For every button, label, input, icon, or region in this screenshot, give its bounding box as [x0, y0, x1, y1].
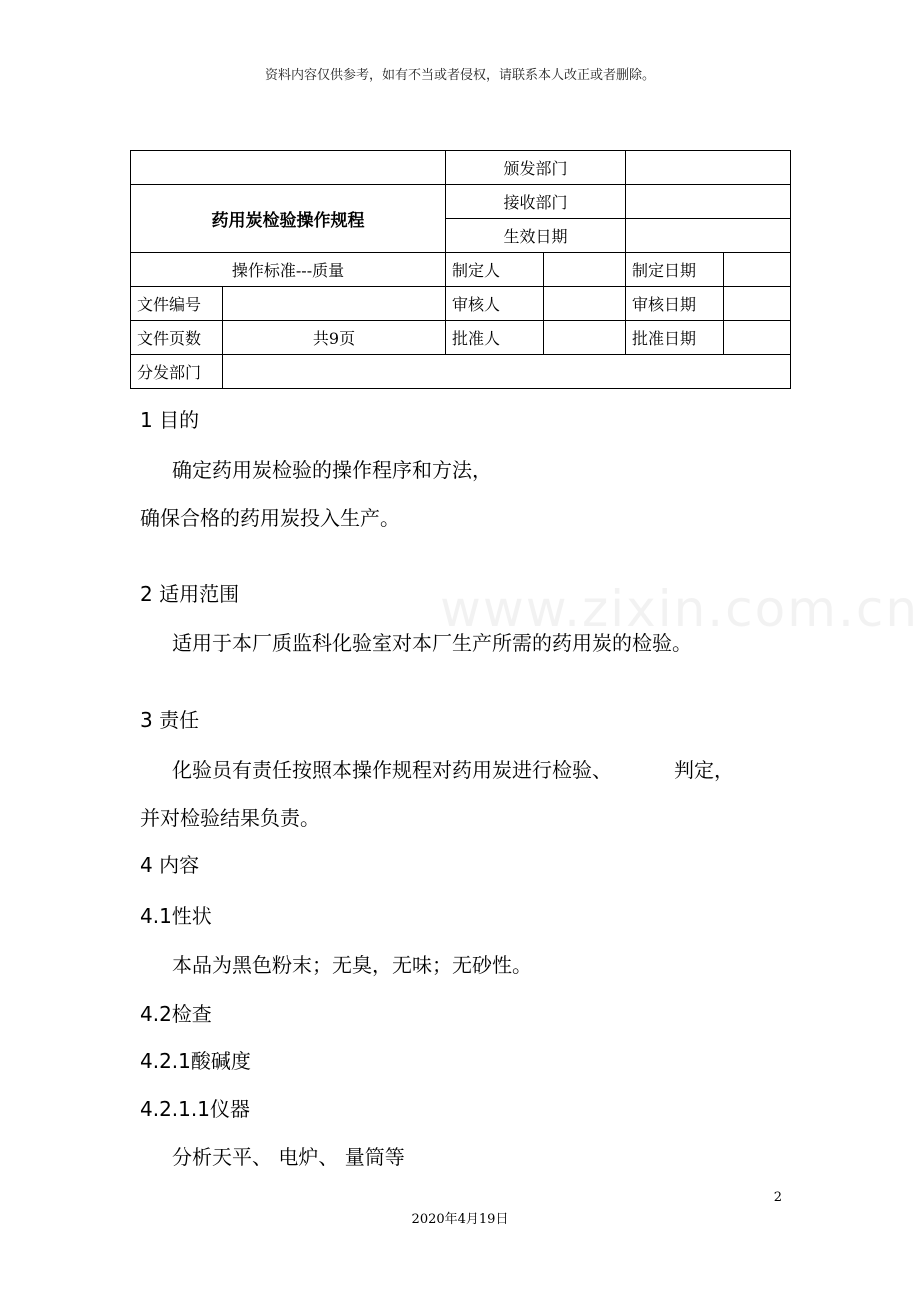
reviewer-value: [544, 287, 626, 321]
blank-cell: [131, 151, 446, 185]
doc-pages-value: 共9页: [223, 321, 446, 355]
standard-label: 操作标准---质量: [131, 253, 446, 287]
issue-dept-value: [626, 151, 791, 185]
doc-no-value: [223, 287, 446, 321]
maker-value: [544, 253, 626, 287]
section-1-title: 1 目的: [140, 408, 200, 432]
make-date-label: 制定日期: [626, 253, 724, 287]
section-2-title: 2 适用范围: [140, 582, 240, 606]
watermark: www.zixin.com.cn: [440, 580, 920, 638]
maker-label: 制定人: [446, 253, 544, 287]
approver-value: [544, 321, 626, 355]
dist-dept-label: 分发部门: [131, 355, 223, 389]
footer-date: 2020年4月19日: [411, 1212, 509, 1227]
issue-dept-label: 颁发部门: [446, 151, 626, 185]
document-title: 药用炭检验操作规程: [131, 185, 446, 253]
reviewer-label: 审核人: [446, 287, 544, 321]
document-control-table: [130, 150, 791, 389]
section-4-2-1-title: 4.2.1酸碱度: [140, 1049, 251, 1073]
section-2-line-1: 适用于本厂质监科化验室对本厂生产所需的药用炭的检验。: [172, 631, 692, 655]
section-3-line-1: [172, 756, 792, 784]
section-3-title: 3 责任: [140, 708, 200, 732]
make-date-value: [724, 253, 791, 287]
dist-dept-value: [223, 355, 791, 389]
approve-date-value: [724, 321, 791, 355]
section-4-1-line-1: 本品为黑色粉末；无臭，无味；无砂性。: [172, 953, 532, 977]
review-date-label: 审核日期: [626, 287, 724, 321]
section-4-2-title: 4.2检查: [140, 1002, 212, 1026]
section-4-title: 4 内容: [140, 853, 200, 877]
section-4-2-1-1-title: 4.2.1.1仪器: [140, 1097, 250, 1121]
doc-no-label: 文件编号: [131, 287, 223, 321]
section-1-line-2: 确保合格的药用炭投入生产。: [140, 506, 400, 530]
review-date-value: [724, 287, 791, 321]
section-3-line-2: 并对检验结果负责。: [140, 806, 320, 830]
section-1-line-1: 确定药用炭检验的操作程序和方法，: [172, 458, 492, 482]
section-4-1-title: 4.1性状: [140, 904, 212, 928]
receive-dept-value: [626, 185, 791, 219]
approver-label: 批准人: [446, 321, 544, 355]
page-number: 2: [773, 1190, 782, 1205]
effective-date-value: [626, 219, 791, 253]
receive-dept-label: 接收部门: [446, 185, 626, 219]
effective-date-label: 生效日期: [446, 219, 626, 253]
section-3-line-1b: 判定，: [674, 758, 734, 782]
section-3-line-1a: 化验员有责任按照本操作规程对药用炭进行检验、: [172, 758, 612, 782]
doc-pages-label: 文件页数: [131, 321, 223, 355]
section-4-2-1-1-line-1: 分析天平、 电炉、 量筒等: [172, 1145, 405, 1169]
header-disclaimer: 资料内容仅供参考，如有不当或者侵权，请联系本人改正或者删除。: [264, 68, 655, 83]
approve-date-label: 批准日期: [626, 321, 724, 355]
